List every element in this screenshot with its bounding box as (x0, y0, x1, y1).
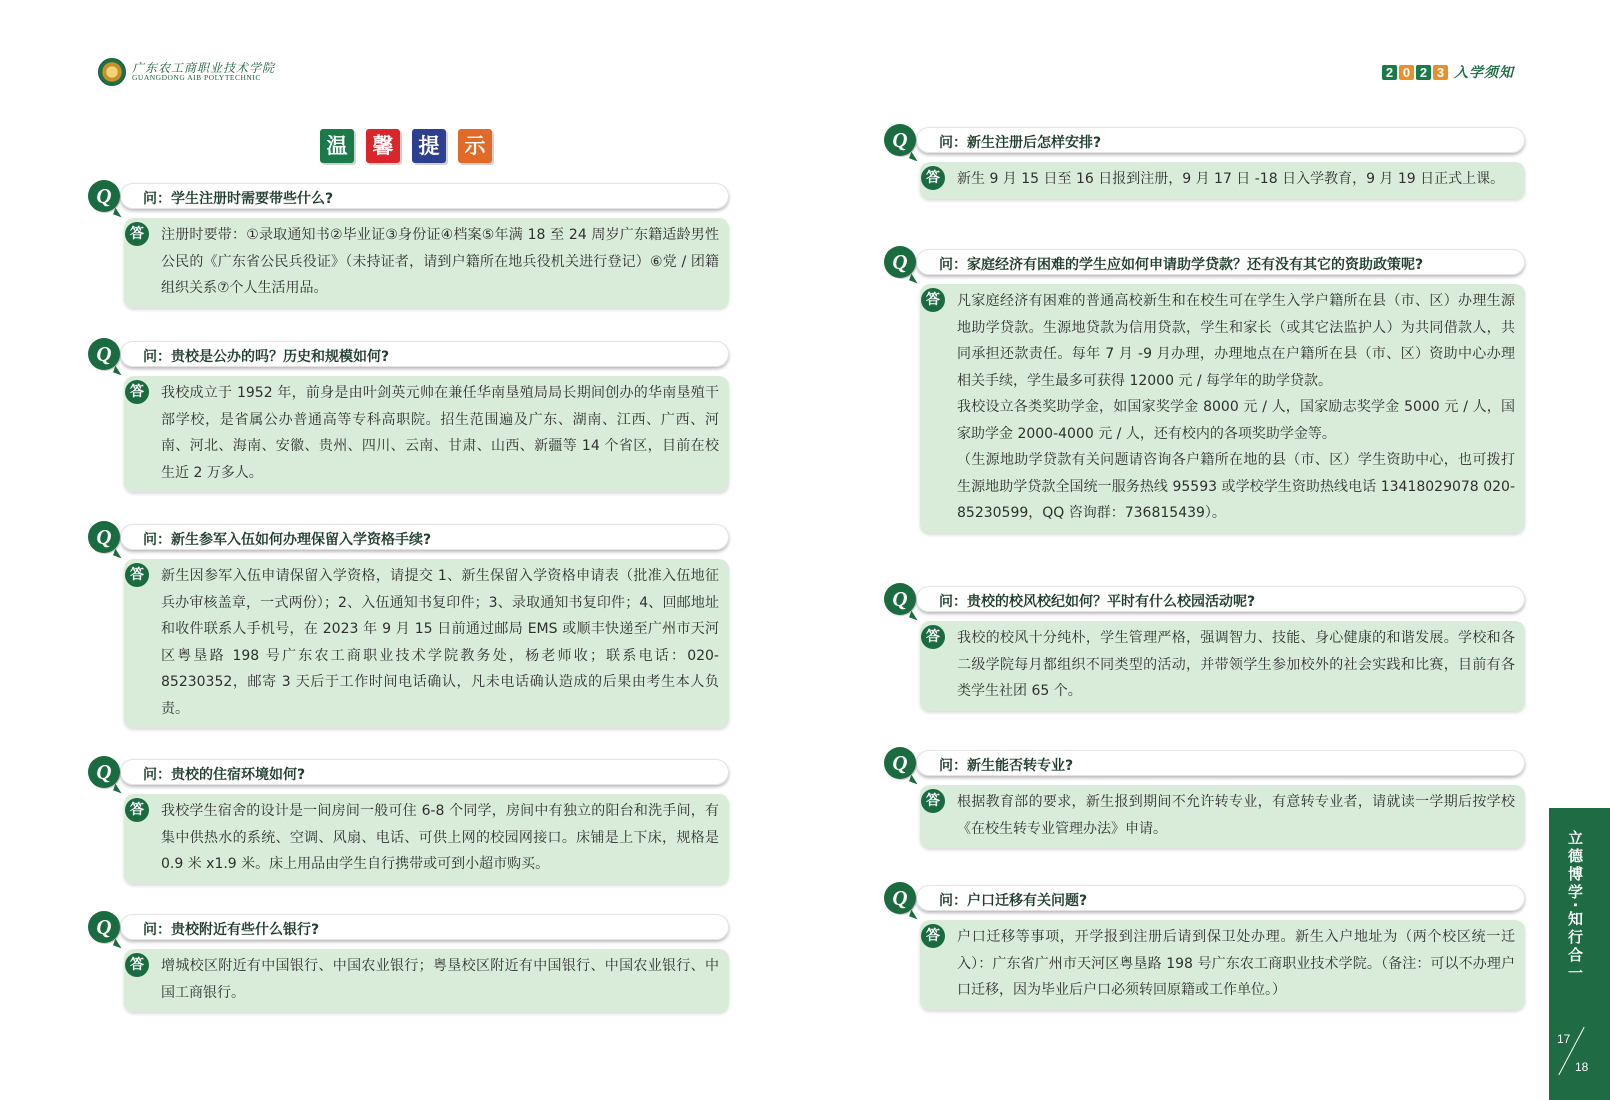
side-tab (1549, 808, 1610, 1100)
question-row (884, 747, 1525, 781)
answer-box (920, 162, 1525, 199)
qa-block (88, 756, 729, 884)
college-seal-icon (98, 58, 126, 86)
answer-paragraph: 我校设立各类奖助学金，如国家奖学金 8000 元 / 人，国家励志奖学金 5000 元 / 人，国家助学金 2000-4000 元 / 人，还有校内的各项奖助学金等。 (957, 399, 1515, 442)
answer-box (920, 284, 1525, 533)
question-icon: Q (884, 124, 916, 156)
question-icon: Q (884, 246, 916, 278)
answer-text (161, 563, 719, 722)
qa-block (88, 338, 729, 492)
qa-block (88, 911, 729, 1012)
answer-text (957, 924, 1515, 1004)
question-icon: Q (88, 756, 120, 788)
answer-box (124, 218, 729, 308)
tip-char: 温 (320, 129, 354, 163)
qa-block (884, 882, 1525, 1010)
page-number-right: 18 (1575, 1060, 1589, 1074)
question-icon: Q (88, 911, 120, 943)
year-digit: 2 (1416, 65, 1431, 80)
question-text: 问：贵校的住宿环境如何? (143, 767, 306, 783)
question-text: 问：贵校的校风校纪如何？平时有什么校园活动呢? (939, 594, 1256, 610)
answer-paragraph: 新生 9 月 15 日至 16 日报到注册，9 月 17 日 -18 日入学教育，9 月 19 日正式上课。 (957, 171, 1505, 187)
qa-block (884, 583, 1525, 711)
answer-box (124, 559, 729, 728)
answer-paragraph: （生源地助学贷款有关问题请咨询各户籍所在地的县（市、区）学生资助中心，也可拨打生源地助学贷款全国统一服务热线 95593 或学校学生资助热线电话 13418029078 020-85230599，QQ 咨询群：736815439）。 (957, 452, 1515, 521)
question-text: 问：新生能否转专业? (939, 758, 1074, 774)
question-text: 问：学生注册时需要带些什么? (143, 191, 334, 207)
answer-paragraph: 户口迁移等事项，开学报到注册后请到保卫处办理。新生入户地址为（两个校区统一迁入）：广东省广州市天河区粤垦路 198 号广东农工商职业技术学院。（备注：可以不办理户口迁移，因为毕业后户口必须转回原籍或工作单位。） (957, 929, 1515, 998)
question-icon: Q (884, 747, 916, 779)
question-row (884, 246, 1525, 280)
header-title-group (1382, 62, 1514, 82)
qa-block (88, 521, 729, 728)
qa-block (884, 747, 1525, 848)
answer-icon: 答 (921, 288, 945, 312)
qa-block (88, 180, 729, 308)
question-row (884, 882, 1525, 916)
answer-icon: 答 (125, 563, 149, 587)
question-icon: Q (88, 180, 120, 212)
answer-text (161, 798, 719, 878)
answer-paragraph: 注册时要带：①录取通知书②毕业证③身份证④档案⑤年满 18 至 24 周岁广东籍适龄男性公民的《广东省公民兵役证》（未持证者，请到户籍所在地兵役机关进行登记）⑥党 / 团籍组织关系⑦个人生活用品。 (161, 227, 719, 296)
answer-paragraph: 我校的校风十分纯朴，学生管理严格，强调智力、技能、身心健康的和谐发展。学校和各二级学院每月都组织不同类型的活动，并带领学生参加校外的社会实践和比赛，目前有各类学生社团 65 个。 (957, 630, 1515, 699)
school-motto: 立德博学·知行合一 (1566, 830, 1584, 983)
question-row (88, 911, 729, 945)
answer-icon: 答 (921, 625, 945, 649)
answer-box (124, 949, 729, 1012)
answer-box (920, 920, 1525, 1010)
year-digit: 2 (1382, 65, 1397, 80)
tip-char: 示 (458, 129, 492, 163)
question-row (88, 180, 729, 214)
year-digit: 3 (1433, 65, 1448, 80)
question-row (884, 124, 1525, 158)
answer-paragraph: 凡家庭经济有困难的普通高校新生和在校生可在学生入学户籍所在县（市、区）办理生源地助学贷款。生源地贷款为信用贷款，学生和家长（或其它法监护人）为共同借款人，共同承担还款责任。每年 7 月 -9 月办理，办理地点在户籍所在县（市、区）资助中心办理相关手续，学生最多可获得 12000 元 / 每学年的助学贷款。 (957, 293, 1515, 389)
answer-text (957, 288, 1515, 527)
tip-char: 馨 (366, 129, 400, 163)
tip-char: 提 (412, 129, 446, 163)
answer-text (957, 166, 1515, 193)
answer-box (920, 621, 1525, 711)
question-text: 问：新生注册后怎样安排? (939, 135, 1102, 151)
warm-tips-banner (320, 129, 504, 163)
logo-name-cn: 广东农工商职业技术学院 (132, 60, 276, 75)
qa-block (884, 124, 1525, 199)
question-text: 问：户口迁移有关问题? (939, 893, 1088, 909)
question-row (88, 338, 729, 372)
question-icon: Q (88, 521, 120, 553)
header-title: 入学须知 (1454, 65, 1514, 81)
question-icon: Q (88, 338, 120, 370)
page-number-left: 17 (1557, 1032, 1571, 1046)
answer-icon: 答 (921, 166, 945, 190)
question-icon: Q (884, 882, 916, 914)
answer-paragraph: 新生因参军入伍申请保留入学资格，请提交 1、新生保留入学资格申请表（批准入伍地征兵办审核盖章，一式两份）；2、入伍通知书复印件；3、录取通知书复印件；4、回邮地址和收件联系人手机号，在 2023 年 9 月 15 日前通过邮局 EMS 或顺丰快递至广州市天河区粤垦路 198 号广东农工商职业技术学院教务处，杨老师收；联系电话：020-85230352，邮寄 3 天后于工作时间电话确认，凡未电话确认造成的后果由考生本人负责。 (161, 568, 719, 717)
question-text: 问：家庭经济有困难的学生应如何申请助学贷款？还有没有其它的资助政策呢? (939, 257, 1424, 273)
answer-text (957, 625, 1515, 705)
year-digit: 0 (1399, 65, 1414, 80)
answer-paragraph: 根据教育部的要求，新生报到期间不允许转专业，有意转专业者，请就读一学期后按学校《在校生转专业管理办法》申请。 (957, 794, 1515, 837)
answer-text (161, 380, 719, 486)
answer-paragraph: 我校学生宿舍的设计是一间房间一般可住 6-8 个同学，房间中有独立的阳台和洗手间，有集中供热水的系统、空调、风扇、电话、可供上网的校园网接口。床铺是上下床，规格是 0.9 米 x1.9 米。床上用品由学生自行携带或可到小超市购买。 (161, 803, 719, 872)
logo-name-en: GUANGDONG AIB POLYTECHNIC (132, 73, 261, 83)
answer-box (920, 785, 1525, 848)
answer-paragraph: 增城校区附近有中国银行、中国农业银行；粤垦校区附近有中国银行、中国农业银行、中国工商银行。 (161, 958, 719, 1001)
question-row (88, 521, 729, 555)
question-row (884, 583, 1525, 617)
question-text: 问：贵校附近有些什么银行? (143, 922, 320, 938)
answer-text (161, 953, 719, 1006)
answer-icon: 答 (125, 953, 149, 977)
question-text: 问：新生参军入伍如何办理保留入学资格手续? (143, 532, 432, 548)
question-row (88, 756, 729, 790)
question-text: 问：贵校是公办的吗？历史和规模如何? (143, 349, 390, 365)
answer-paragraph: 我校成立于 1952 年，前身是由叶剑英元帅在兼任华南垦殖局局长期间创办的华南垦殖干部学校，是省属公办普通高等专科高职院。招生范围遍及广东、湖南、江西、广西、河南、河北、海南、安徽、贵州、四川、云南、甘肃、山西、新疆等 14 个省区，目前在校生近 2 万多人。 (161, 385, 719, 481)
answer-icon: 答 (125, 380, 149, 404)
answer-text (957, 789, 1515, 842)
answer-icon: 答 (921, 789, 945, 813)
qa-block (884, 246, 1525, 533)
answer-icon: 答 (921, 924, 945, 948)
question-icon: Q (884, 583, 916, 615)
answer-icon: 答 (125, 798, 149, 822)
answer-box (124, 376, 729, 492)
answer-text (161, 222, 719, 302)
college-logo (98, 58, 275, 86)
answer-icon: 答 (125, 222, 149, 246)
answer-box (124, 794, 729, 884)
